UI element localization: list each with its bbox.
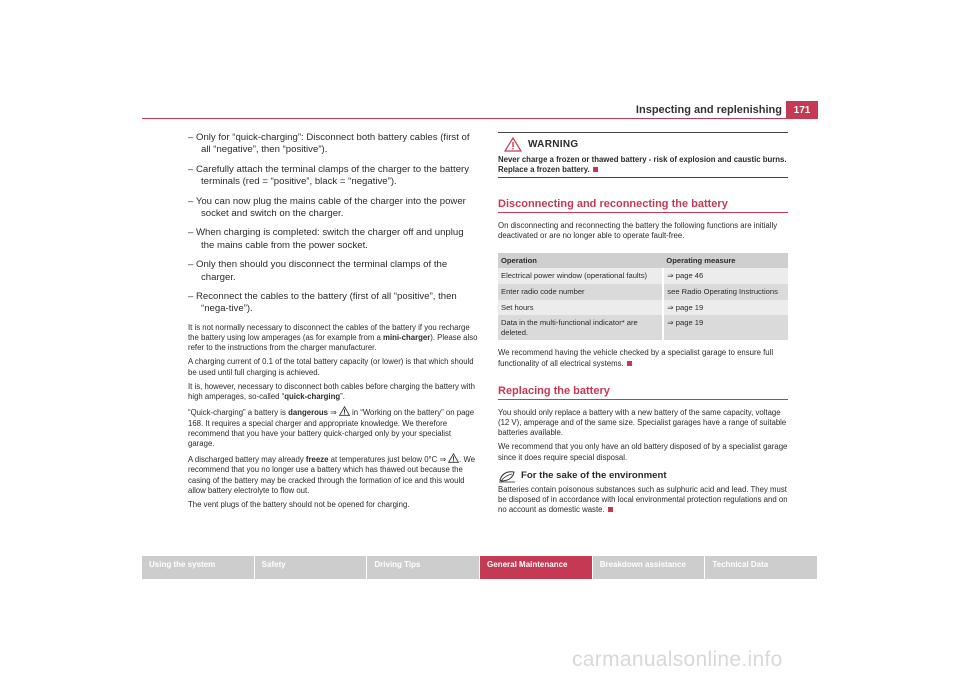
- warning-text: Never charge a frozen or thawed battery - risk of explosion and caustic burns. Replace a frozen battery.: [498, 155, 787, 174]
- section-title-disconnect: Disconnecting and reconnecting the battery: [498, 198, 788, 213]
- warning-triangle-icon: [339, 406, 350, 416]
- table-cell: Enter radio code number: [498, 284, 663, 300]
- table-cell: ⇒ page 46: [663, 268, 788, 284]
- warning-header: [504, 137, 788, 152]
- paragraph-low-amperage: It is not normally necessary to disconnect the cables of the battery if you recharge the battery using low amperages (as for example from a mini-charger). Please also refer to the instructions from the charger manufacturer.: [188, 322, 478, 353]
- footer-tab-driving-tips[interactable]: Driving Tips: [367, 556, 480, 579]
- warning-box: [498, 132, 788, 178]
- environment-text: Batteries contain poisonous substances such as sulphuric acid and lead. They must be disposed of in accordance with local environmental protection regulations and on no account as domestic waste.: [498, 484, 788, 515]
- table-row: [498, 284, 788, 300]
- table-row: [498, 268, 788, 284]
- instruction-step: – Carefully attach the terminal clamps of the charger to the battery terminals (red = “positive”, black = “negative”).: [188, 163, 470, 188]
- warning-triangle-icon: [504, 137, 522, 152]
- footer-tab-general-maintenance[interactable]: General Maintenance: [480, 556, 593, 579]
- warning-triangle-icon: [448, 453, 459, 463]
- operations-table: [498, 253, 788, 340]
- environment-title: For the sake of the environment: [521, 470, 667, 482]
- section-intro: On disconnecting and reconnecting the battery the following functions are initially deactivated or are no longer able to operate fault-free.: [498, 221, 778, 241]
- header-divider: [142, 118, 818, 119]
- table-header-row: [498, 253, 788, 268]
- table-cell: Set hours: [498, 300, 663, 316]
- page-number-badge: 171: [786, 101, 818, 119]
- table-header-measure: Operating measure: [663, 253, 788, 268]
- warning-title: WARNING: [528, 139, 579, 150]
- watermark: carmanualsonline.info: [572, 648, 783, 671]
- paragraph-replace-disposal: We recommend that you only have an old battery disposed of by a specialist garage since it does require special disposal.: [498, 442, 788, 462]
- right-column: [498, 132, 788, 519]
- paragraph-high-amperage: It is, however, necessary to disconnect both cables before charging the battery with high amperages, so-called “quick-charging”.: [188, 381, 475, 402]
- footer-tab-using-the-system[interactable]: Using the system: [142, 556, 255, 579]
- section-outro: We recommend having the vehicle checked by a specialist garage to ensure full functionality of all electrical systems.: [498, 348, 774, 368]
- table-header-operation: Operation: [498, 253, 663, 268]
- end-marker-icon: [593, 167, 598, 172]
- environment-header: [498, 469, 788, 483]
- instruction-step: – You can now plug the mains cable of the charger into the power socket and switch on the charger.: [188, 195, 466, 220]
- instruction-step: – Reconnect the cables to the battery (first of all “positive”, then “nega-tive”).: [188, 291, 457, 315]
- table-row: [498, 315, 788, 340]
- instruction-step: – When charging is completed: switch the charger off and unplug the mains cable from the power socket.: [188, 227, 464, 251]
- end-marker-icon: [627, 361, 632, 366]
- paragraph-replace-capacity: You should only replace a battery with a new battery of the same capacity, voltage (12 V), amperage and of the same size. Specialist garages have a range of suitable batteries available.: [498, 407, 787, 438]
- table-cell: Electrical power window (operational faults): [498, 268, 663, 284]
- footer-tab-safety[interactable]: Safety: [255, 556, 368, 579]
- table-cell: see Radio Operating Instructions: [663, 284, 788, 300]
- paragraph-freeze: A discharged battery may already freeze at temperatures just below 0°C ⇒ . We recommend that you no longer use a battery which has thawed out because the casing of the battery may be cracked through the formation of ice and this would allow battery electrolyte to flow out.: [188, 455, 476, 495]
- instruction-step: – Only for “quick-charging”: Disconnect both battery cables (first of all “negative”, then “positive”).: [188, 132, 470, 156]
- left-column: [188, 132, 478, 514]
- page-header-title: Inspecting and replenishing: [635, 104, 782, 116]
- section-title-replace: Replacing the battery: [498, 385, 788, 400]
- footer-tab-breakdown-assistance[interactable]: Breakdown assistance: [593, 556, 706, 579]
- footer-nav: [142, 556, 818, 579]
- paragraph-quick-charging: “Quick-charging” a battery is dangerous ⇒ in “Working on the battery” on page 168. It requires a special charger and appropriate knowledge. We therefore recommend that you have your battery quick-charged only by your specialist garage.: [188, 408, 475, 448]
- end-marker-icon: [608, 507, 613, 512]
- instruction-step: – Only then should you disconnect the terminal clamps of the charger.: [188, 259, 448, 283]
- environment-icon: [498, 469, 516, 483]
- footer-tab-technical-data[interactable]: Technical Data: [705, 556, 818, 579]
- table-row: [498, 300, 788, 316]
- table-cell: ⇒ page 19: [663, 300, 788, 316]
- table-cell: Data in the multi-functional indicator* are deleted.: [498, 315, 663, 340]
- paragraph-vent-plugs: The vent plugs of the battery should not be opened for charging.: [188, 499, 410, 509]
- table-cell: ⇒ page 19: [663, 315, 788, 340]
- paragraph-charging-current: A charging current of 0.1 of the total battery capacity (or lower) is that which should be used until full charging is achieved.: [188, 357, 474, 377]
